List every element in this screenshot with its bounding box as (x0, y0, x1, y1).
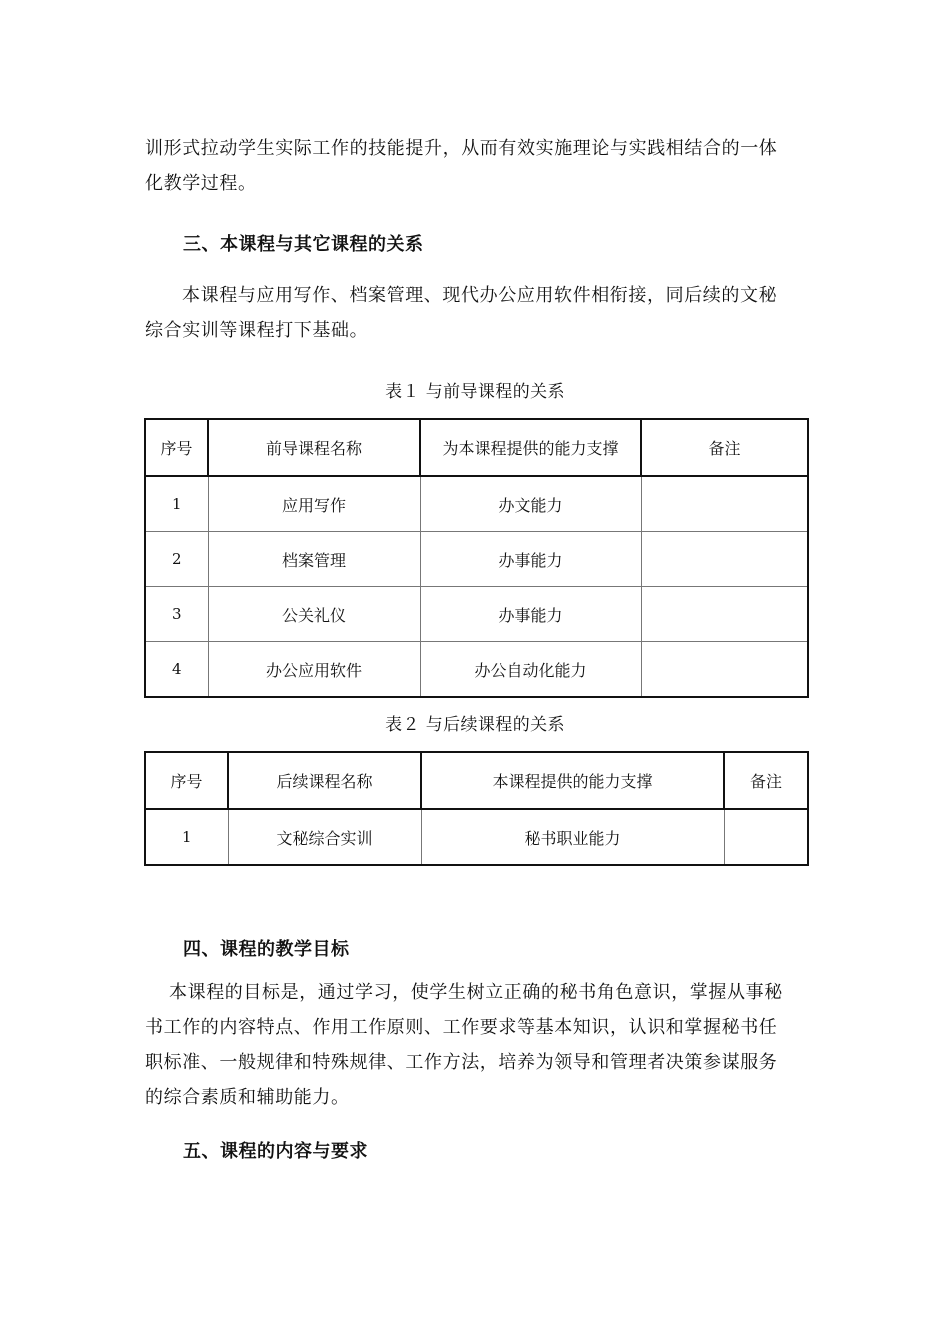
cell-course-name: 办公应用软件 (208, 642, 420, 698)
header-index: 序号 (145, 419, 208, 476)
cell-ability: 办文能力 (420, 476, 641, 532)
cell-ability: 办事能力 (420, 532, 641, 587)
header-remarks: 备注 (641, 419, 808, 476)
cell-ability: 办事能力 (420, 587, 641, 642)
section-4-line-4: 的综合素质和辅助能力。 (145, 1087, 350, 1108)
header-course-name: 后续课程名称 (228, 752, 421, 809)
table-1-caption: 表１ 与前导课程的关系 (385, 382, 565, 402)
header-remarks: 备注 (724, 752, 808, 809)
section-4-heading: 四、课程的教学目标 (183, 939, 350, 960)
cell-remarks (641, 642, 808, 698)
section-4-paragraph (145, 975, 810, 1115)
prerequisite-courses-table (144, 418, 809, 698)
header-index: 序号 (145, 752, 228, 809)
cell-ability: 办公自动化能力 (420, 642, 641, 698)
cell-course-name: 档案管理 (208, 532, 420, 587)
table-row (145, 809, 808, 865)
intro-line-2: 化教学过程。 (145, 173, 257, 194)
subsequent-courses-table (144, 751, 809, 866)
header-course-name: 前导课程名称 (208, 419, 420, 476)
section-4-line-2: 书工作的内容特点、作用工作原则、工作要求等基本知识，认识和掌握秘书任 (145, 1017, 778, 1038)
section-3-paragraph (145, 278, 810, 348)
section-5-heading: 五、课程的内容与要求 (183, 1141, 368, 1162)
table-header-row (145, 752, 808, 809)
cell-remarks (724, 809, 808, 865)
cell-index: 1 (145, 809, 228, 865)
header-ability-support: 本课程提供的能力支撑 (421, 752, 724, 809)
section-4-line-1: 本课程的目标是，通过学习，使学生树立正确的秘书角色意识，掌握从事秘 (169, 982, 783, 1003)
cell-index: 3 (145, 587, 208, 642)
table-row (145, 587, 808, 642)
cell-remarks (641, 587, 808, 642)
table-2-caption: 表２ 与后续课程的关系 (385, 715, 565, 735)
section-4-line-3: 职标准、一般规律和特殊规律、工作方法，培养为领导和管理者决策参谋服务 (145, 1052, 778, 1073)
section-3-line-1: 本课程与应用写作、档案管理、现代办公应用软件相衔接，同后续的文秘 (182, 285, 778, 306)
table-row (145, 532, 808, 587)
table-header-row (145, 419, 808, 476)
intro-paragraph (145, 131, 810, 201)
cell-course-name: 应用写作 (208, 476, 420, 532)
cell-course-name: 文秘综合实训 (228, 809, 421, 865)
table-row (145, 476, 808, 532)
section-3-heading: 三、本课程与其它课程的关系 (183, 234, 424, 255)
cell-course-name: 公关礼仪 (208, 587, 420, 642)
header-ability-support: 为本课程提供的能力支撑 (420, 419, 641, 476)
cell-remarks (641, 476, 808, 532)
table-row (145, 642, 808, 698)
cell-remarks (641, 532, 808, 587)
cell-index: 2 (145, 532, 208, 587)
section-3-line-2: 综合实训等课程打下基础。 (145, 320, 369, 341)
intro-line-1: 训形式拉动学生实际工作的技能提升，从而有效实施理论与实践相结合的一体 (145, 138, 778, 159)
cell-ability: 秘书职业能力 (421, 809, 724, 865)
cell-index: 4 (145, 642, 208, 698)
cell-index: 1 (145, 476, 208, 532)
